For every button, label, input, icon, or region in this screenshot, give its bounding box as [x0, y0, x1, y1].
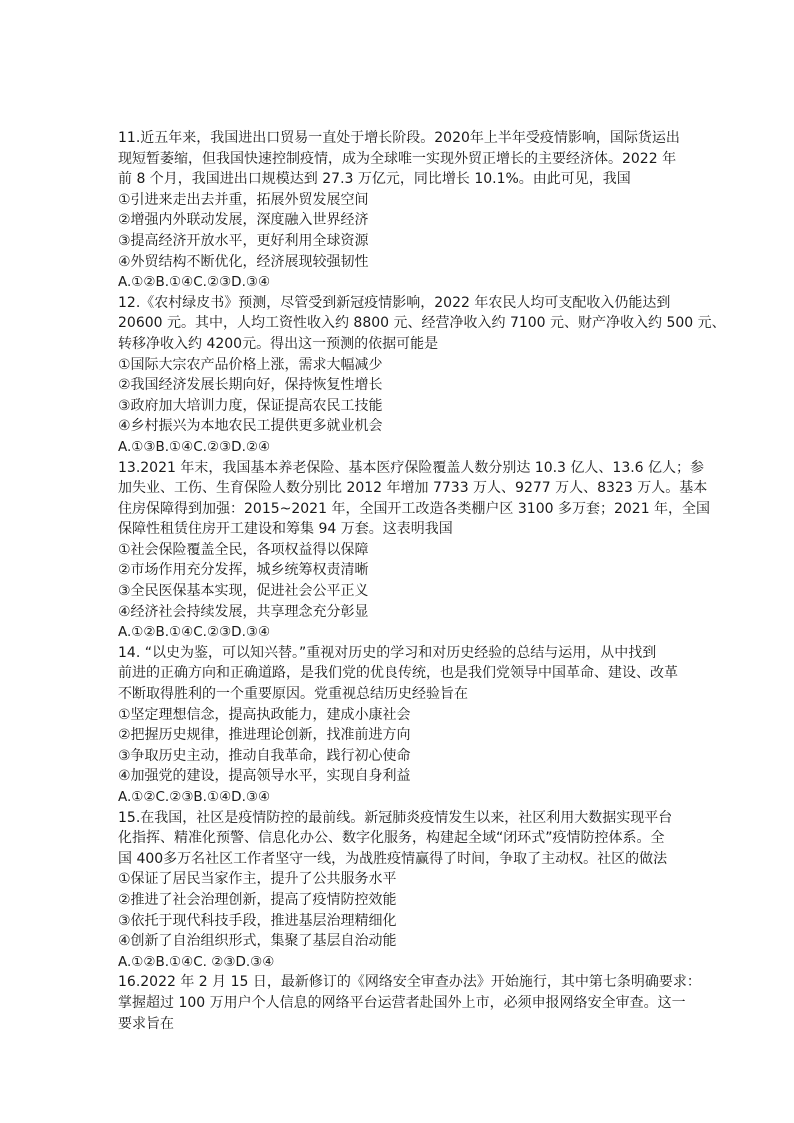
question-stem-line: 化指挥、精准化预警、信息化办公、数字化服务，构建起全域“闭环式”疫情防控体系。全 — [118, 830, 665, 847]
question-stem-line: 15.在我国，社区是疫情防控的最前线。新冠肺炎疫情发生以来，社区利用大数据实现平台 — [118, 809, 673, 826]
option-line: ③政府加大培训力度，保证提高农民工技能 — [118, 397, 383, 414]
option-line: ①保证了居民当家作主，提升了公共服务水平 — [118, 871, 397, 888]
question-15 — [118, 808, 684, 973]
question-11 — [118, 128, 684, 293]
question-stem-line: 20600 元。其中，人均工资性收入约 8800 元、经营净收入约 7100 元、财产净收入约 500 元、 — [118, 315, 726, 332]
question-stem-line: 住房保障得到加强：2015~2021 年，全国开工改造各类棚户区 3100 多万套；2021 年，全国 — [118, 500, 711, 517]
option-line: ①国际大宗农产品价格上涨，需求大幅减少 — [118, 356, 383, 373]
option-line: ③依托于现代科技手段，推进基层治理精细化 — [118, 912, 397, 929]
question-stem-line: 前进的正确方向和正确道路，是我们党的优良传统，也是我们党领导中国革命、建设、改革 — [118, 665, 678, 682]
question-stem-line: 加失业、工伤、生育保险人数分别比 2012 年增加 7733 万人、9277 万人、8323 万人。基本 — [118, 480, 708, 497]
option-line: ①坚定理想信念，提高执政能力，建成小康社会 — [118, 706, 411, 723]
option-line: ②增强内外联动发展，深度融入世界经济 — [118, 212, 369, 229]
question-13 — [118, 458, 711, 643]
option-line: ④创新了自治组织形式，集聚了基层自治动能 — [118, 933, 397, 950]
question-stem-line: 12.《农村绿皮书》预测，尽管受到新冠疫情影响，2022 年农民人均可支配收入仍能达到 — [118, 294, 671, 311]
question-16 — [118, 972, 701, 1034]
option-line: ④加强党的建设，提高领导水平，实现自身利益 — [118, 768, 411, 785]
option-line: ②市场作用充分发挥，城乡统筹权责清晰 — [118, 562, 369, 579]
answer-choices: A.①②B.①④C. ②③D.③④ — [118, 953, 275, 970]
question-12 — [118, 293, 726, 458]
option-line: ②我国经济发展长期向好，保持恢复性增长 — [118, 377, 383, 394]
answer-choices: A.①②B.①④C.②③D.③④ — [118, 274, 271, 291]
question-stem-line: 14. “以史为鉴，可以知兴替。”重视对历史的学习和对历史经验的总结与运用，从中找到 — [118, 644, 657, 661]
answer-choices: A.①②C.②③B.①④D.③④ — [118, 789, 271, 805]
answer-choices: A.①②B.①④C.②③D.③④ — [118, 624, 271, 641]
question-14 — [118, 643, 684, 808]
option-line: ④外贸结构不断优化，经济展现较强韧性 — [118, 253, 369, 270]
option-line: ④经济社会持续发展，共享理念充分彰显 — [118, 603, 369, 620]
question-stem-line: 掌握超过 100 万用户个人信息的网络平台运营者赴国外上市，必须申报网络安全审查。这一 — [118, 994, 686, 1011]
option-line: ③全民医保基本实现，促进社会公平正义 — [118, 583, 369, 600]
option-line: ②把握历史规律，推进理论创新，找准前进方向 — [118, 727, 411, 744]
option-line: ②推进了社会治理创新，提高了疫情防控效能 — [118, 891, 397, 908]
question-stem-line: 转移净收入约 4200元。得出这一预测的依据可能是 — [118, 335, 439, 352]
question-stem-line: 国 400多万名社区工作者坚守一线，为战胜疫情赢得了时间，争取了主动权。社区的做法 — [118, 850, 668, 867]
option-line: ④乡村振兴为本地农民工提供更多就业机会 — [118, 418, 383, 435]
question-stem-line: 现短暂萎缩，但我国快速控制疫情，成为全球唯一实现外贸正增长的主要经济体。2022 年 — [118, 150, 677, 167]
question-stem-line: 要求旨在 — [118, 1015, 174, 1032]
answer-choices: A.①③B.①④C.②③D.②④ — [118, 438, 271, 455]
option-line: ③提高经济开放水平，更好利用全球资源 — [118, 232, 369, 249]
question-stem-line: 不断取得胜利的一个重要原因。党重视总结历史经验旨在 — [118, 686, 468, 703]
option-line: ①引进来走出去并重，拓展外贸发展空间 — [118, 191, 369, 208]
question-stem-line: 13.2021 年末，我国基本养老保险、基本医疗保险覆盖人数分别达 10.3 亿人、13.6 亿人；参 — [118, 459, 705, 476]
question-stem-line: 16.2022 年 2 月 15 日，最新修订的《网络安全审查办法》开始施行，其中第七条明确要求： — [118, 974, 701, 991]
question-stem-line: 11.近五年来，我国进出口贸易一直处于增长阶段。2020年上半年受疫情影响，国际货运出 — [118, 130, 680, 146]
question-stem-line: 前 8 个月，我国进出口规模达到 27.3 万亿元，同比增长 10.1%。由此可见，我国 — [118, 171, 631, 188]
option-line: ①社会保险覆盖全民，各项权益得以保障 — [118, 541, 369, 558]
option-line: ③争取历史主动，推动自我革命，践行初心使命 — [118, 747, 411, 764]
question-stem-line: 保障性租赁住房开工建设和筹集 94 万套。这表明我国 — [118, 521, 453, 538]
